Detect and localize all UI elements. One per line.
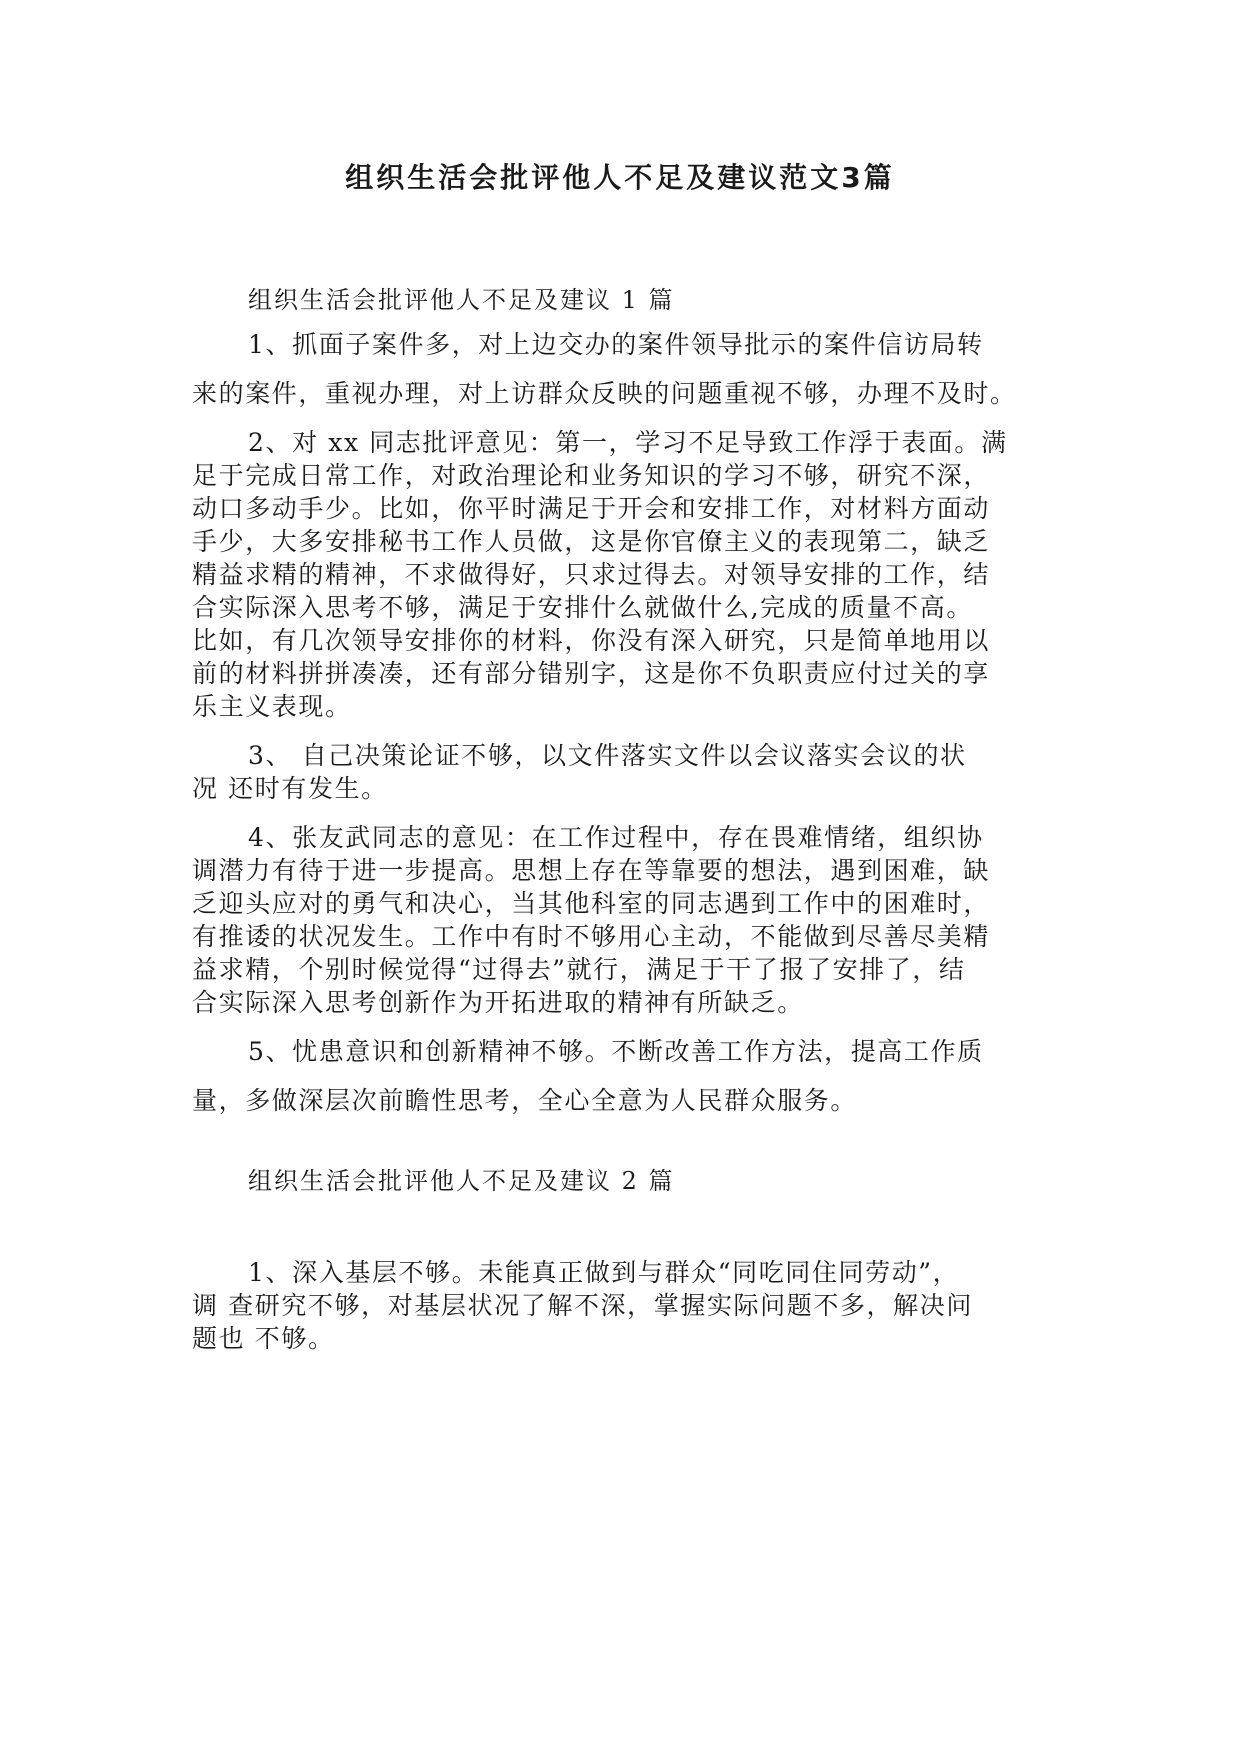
paragraph-line: 前的材料拼拼凑凑，还有部分错别字，这是你不负职责应付过关的享 [192, 659, 991, 688]
paragraph-line: 合实际深入思考创新作为开拓进取的精神有所缺乏。 [192, 988, 804, 1017]
paragraph-line: 益求精，个别时候觉得“过得去”就行，满足于干了报了安排了，结 [192, 955, 966, 984]
section-1-heading: 组织生活会批评他人不足及建议 1 篇 [248, 286, 675, 314]
paragraph-line: 来的案件，重视办理，对上访群众反映的问题重视不够，办理不及时。 [192, 379, 1017, 408]
paragraph-line: 合实际深入思考不够，满足于安排什么就做什么,完成的质量不高。 [192, 593, 973, 622]
document-title: 组织生活会批评他人不足及建议范文3篇 [345, 161, 895, 194]
paragraph-line: 乐主义表现。 [192, 692, 352, 721]
paragraph-line: 题也 不够。 [192, 1324, 335, 1353]
section-2-item-1 [192, 1256, 1058, 1355]
paragraph-line: 1、深入基层不够。未能真正做到与群众“同吃同住同劳动”， [248, 1258, 960, 1287]
section-1-item-4 [192, 821, 1058, 1019]
paragraph-line: 1、抓面子案件多，对上边交办的案件领导批示的案件信访局转 [248, 330, 984, 359]
paragraph-line: 3、 自己决策论证不够，以文件落实文件以会议落实会议的状 [248, 741, 967, 770]
paragraph-line: 有推诿的状况发生。工作中有时不够用心主动，不能做到尽善尽美精 [192, 922, 991, 951]
paragraph-line: 动口多动手少。比如，你平时满足于开会和安排工作，对材料方面动 [192, 494, 991, 523]
paragraph-line: 量，多做深层次前瞻性思考，全心全意为人民群众服务。 [192, 1086, 858, 1115]
section-2-heading: 组织生活会批评他人不足及建议 2 篇 [248, 1167, 675, 1195]
paragraph-line: 足于完成日常工作，对政治理论和业务知识的学习不够，研究不深， [192, 461, 991, 490]
section-1-item-5 [192, 1035, 1058, 1117]
paragraph-line: 乏迎头应对的勇气和决心，当其他科室的同志遇到工作中的困难时， [192, 889, 991, 918]
paragraph-line: 手少，大多安排秘书工作人员做，这是你官僚主义的表现第二，缺乏 [192, 527, 991, 556]
paragraph-line: 2、对 xx 同志批评意见：第一，学习不足导致工作浮于表面。满 [248, 428, 1008, 457]
paragraph-line: 调 查研究不够，对基层状况了解不深，掌握实际问题不多，解决问 [192, 1291, 973, 1320]
paragraph-line: 5、忧患意识和创新精神不够。不断改善工作方法，提高工作质 [248, 1037, 984, 1066]
paragraph-line: 况 还时有发生。 [192, 774, 388, 803]
section-1-item-1 [192, 328, 1058, 410]
document-body [192, 284, 1058, 1355]
paragraph-line: 4、张友武同志的意见：在工作过程中，存在畏难情绪，组织协 [248, 823, 984, 852]
section-1-item-3 [192, 739, 1058, 805]
paragraph-line: 比如，有几次领导安排你的材料，你没有深入研究，只是简单地用以 [192, 626, 991, 655]
paragraph-line: 调潜力有待于进一步提高。思想上存在等靠要的想法，遇到困难，缺 [192, 856, 991, 885]
paragraph-line: 精益求精的精神，不求做得好，只求过得去。对领导安排的工作，结 [192, 560, 991, 589]
section-1-item-2 [192, 426, 1058, 723]
